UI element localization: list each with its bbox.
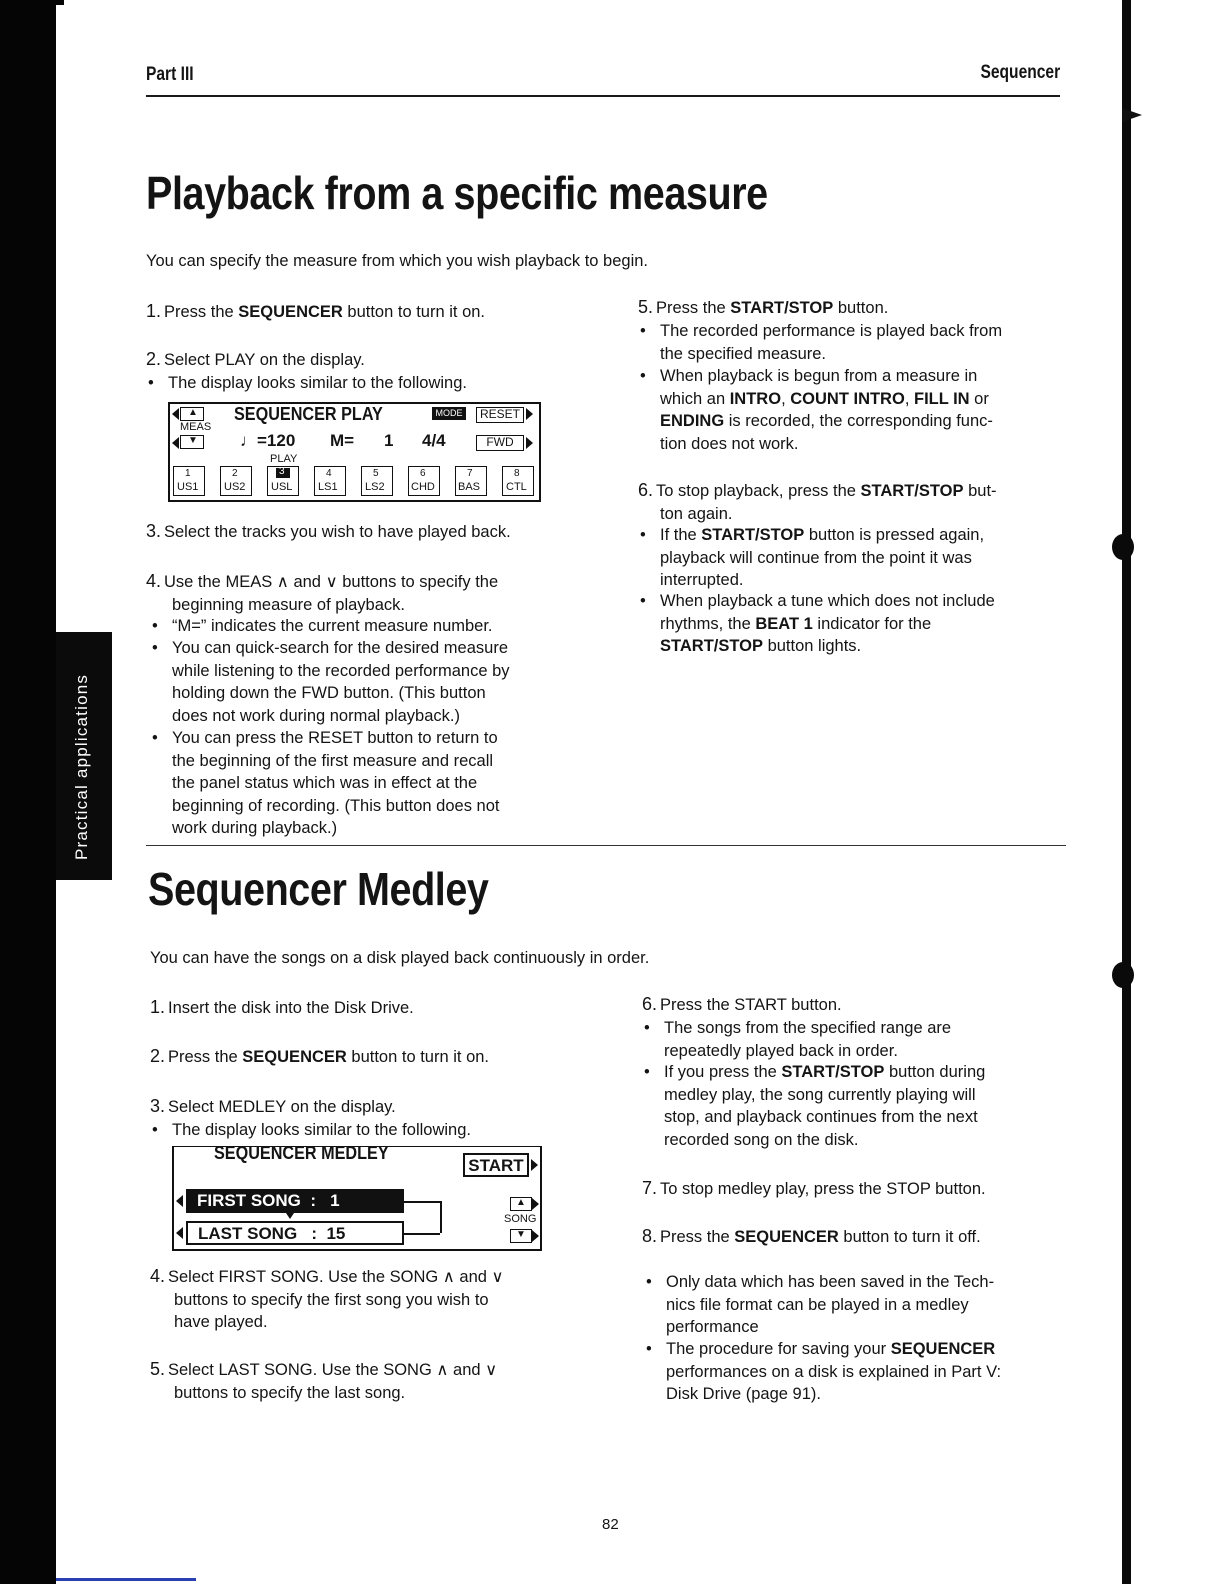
medley-step-6: 6. Press the START button.	[642, 994, 842, 1014]
track-button-6[interactable]: 6 CHD	[408, 466, 440, 496]
step-4-bullet-3: • You can press the RESET button to return to the beginning of the first measure and recall the panel status which was in effect at the beginning of recording. (This button does not work during playback.)	[152, 729, 500, 837]
step-4-bullet-2: • You can quick-search for the desired measure while listening to the recorded performance by holding down the FWD button. (This button does not work during normal playback.)	[152, 639, 510, 725]
hole-punch-mark	[1112, 962, 1134, 988]
start-button[interactable]: START	[463, 1153, 529, 1177]
track-button-5[interactable]: 5 LS2	[361, 466, 393, 496]
medley-step-1: 1. Insert the disk into the Disk Drive.	[150, 997, 414, 1017]
section-divider	[146, 845, 1066, 846]
scan-edge-left	[0, 0, 56, 1584]
fwd-arrow-icon	[526, 437, 533, 449]
scan-margin-right	[1131, 0, 1224, 1584]
track-button-1[interactable]: 1 US1	[173, 466, 205, 496]
scan-edge-top	[0, 0, 64, 5]
step-6-bullet-2: • When playback a tune which does not include rhythms, the BEAT 1 indicator for the START/STOP button lights.	[640, 592, 995, 655]
medley-step-4: 4. Select FIRST SONG. Use the SONG ∧ and ∨ buttons to specify the first song you wish to have played.	[150, 1266, 504, 1331]
track-button-8[interactable]: 8 CTL	[502, 466, 534, 496]
hole-punch-mark	[1112, 534, 1134, 560]
meas-up-button[interactable]: ▲	[180, 407, 204, 421]
step-5-bullet-1: • The recorded performance is played back from the specified measure.	[640, 322, 1003, 363]
measure-label: M=	[330, 431, 355, 450]
song-down-button[interactable]	[510, 1229, 532, 1243]
track-button-7[interactable]: 7 BAS	[455, 466, 487, 496]
scan-edge-bottom	[56, 1578, 196, 1581]
meas-up-arrow-icon[interactable]	[172, 408, 179, 420]
medley-step-2: 2. Press the SEQUENCER button to turn it on.	[150, 1046, 490, 1066]
scan-edge-right	[1122, 0, 1131, 1584]
sequencer-medley-display	[172, 1143, 542, 1251]
track-button-3[interactable]: 3 USL	[267, 466, 299, 496]
medley-step-6-bullet-1: • The songs from the specified range are repeatedly played back in order.	[644, 1019, 952, 1060]
header-part: Part III	[146, 64, 194, 85]
first-song-field[interactable]: FIRST SONG : 1	[186, 1189, 404, 1213]
measure-value: 1	[384, 431, 394, 450]
step-5-bullet-2: • When playback is begun from a measure in which an INTRO, COUNT INTRO, FILL IN or ENDING is recorded, the corresponding func- tion does not work.	[640, 367, 993, 453]
medley-note-1: • Only data which has been saved in the Tech- nics file format can be played in a medley performance	[646, 1273, 995, 1336]
song-up-icon: ▲	[516, 1197, 526, 1208]
medley-note-2: • The procedure for saving your SEQUENCER performances on a disk is explained in Part V: Disk Drive (page 91).	[646, 1340, 1002, 1403]
display-title: SEQUENCER PLAY	[234, 404, 383, 424]
section-intro: You can specify the measure from which you wish playback to begin.	[146, 252, 648, 270]
side-tab-label: Practical applications	[72, 673, 91, 860]
meas-label: MEAS	[180, 421, 212, 433]
range-bracket	[404, 1233, 440, 1235]
first-song-arrow-icon	[176, 1195, 183, 1207]
section-intro: You can have the songs on a disk played back continuously in order.	[150, 949, 650, 967]
connector-arrow-icon	[286, 1213, 294, 1219]
range-bracket	[404, 1201, 440, 1203]
song-down-icon: ▼	[516, 1229, 526, 1240]
step-4: 4. Use the MEAS ∧ and ∨ buttons to specify the beginning measure of playback.	[146, 571, 499, 614]
fwd-button[interactable]: FWD	[476, 435, 524, 451]
page-number: 82	[602, 1516, 619, 1533]
section-title: Sequencer Medley	[148, 863, 489, 915]
last-song-arrow-icon	[176, 1227, 183, 1239]
tempo-readout: ♩=120	[240, 431, 296, 450]
medley-step-3: 3. Select MEDLEY on the display.	[150, 1096, 396, 1116]
medley-step-6-bullet-2: • If you press the START/STOP button during medley play, the song currently playing will stop, and playback continues from the next recorded song on the disk.	[644, 1063, 986, 1149]
step-6: 6. To stop playback, press the START/STOP but- ton again.	[638, 480, 997, 523]
play-label: PLAY	[270, 453, 298, 465]
step-2: 2. Select PLAY on the display.	[146, 349, 365, 369]
meas-down-button[interactable]: ▼	[180, 435, 204, 449]
song-up-button[interactable]	[510, 1197, 532, 1211]
song-down-arrow-icon	[532, 1230, 539, 1242]
medley-step-5: 5. Select LAST SONG. Use the SONG ∧ and ∨ buttons to specify the last song.	[150, 1359, 498, 1402]
track-button-2[interactable]: 2 US2	[220, 466, 252, 496]
step-3: 3. Select the tracks you wish to have played back.	[146, 521, 511, 541]
header-rule	[146, 95, 1060, 97]
display-title: SEQUENCER MEDLEY	[214, 1143, 389, 1163]
medley-step-7: 7. To stop medley play, press the STOP button.	[642, 1178, 986, 1198]
step-1: 1. Press the SEQUENCER button to turn it on.	[146, 301, 486, 321]
sequencer-play-display	[168, 402, 541, 502]
header-section: Sequencer	[980, 62, 1060, 83]
last-song-field[interactable]: LAST SONG : 15	[186, 1221, 404, 1245]
range-bracket	[440, 1201, 442, 1233]
mode-button[interactable]: MODE	[432, 407, 466, 420]
time-signature: 4/4	[422, 431, 446, 450]
reset-arrow-icon	[526, 408, 533, 420]
song-label: SONG	[504, 1213, 537, 1225]
medley-step-8: 8. Press the SEQUENCER button to turn it off.	[642, 1226, 981, 1246]
start-arrow-icon	[531, 1159, 538, 1171]
section-title: Playback from a specific measure	[146, 167, 768, 219]
step-6-bullet-1: • If the START/STOP button is pressed again, playback will continue from the point it was interrupted.	[640, 526, 985, 589]
step-4-bullet-1: • “M=” indicates the current measure number.	[152, 617, 493, 635]
step-2-bullet: • The display looks similar to the following.	[148, 374, 467, 392]
medley-step-3-bullet: • The display looks similar to the following.	[152, 1121, 471, 1139]
reset-button[interactable]: RESET	[476, 407, 524, 423]
meas-down-arrow-icon[interactable]	[172, 437, 179, 449]
track-button-4[interactable]: 4 LS1	[314, 466, 346, 496]
song-up-arrow-icon	[532, 1198, 539, 1210]
step-5: 5. Press the START/STOP button.	[638, 297, 889, 317]
